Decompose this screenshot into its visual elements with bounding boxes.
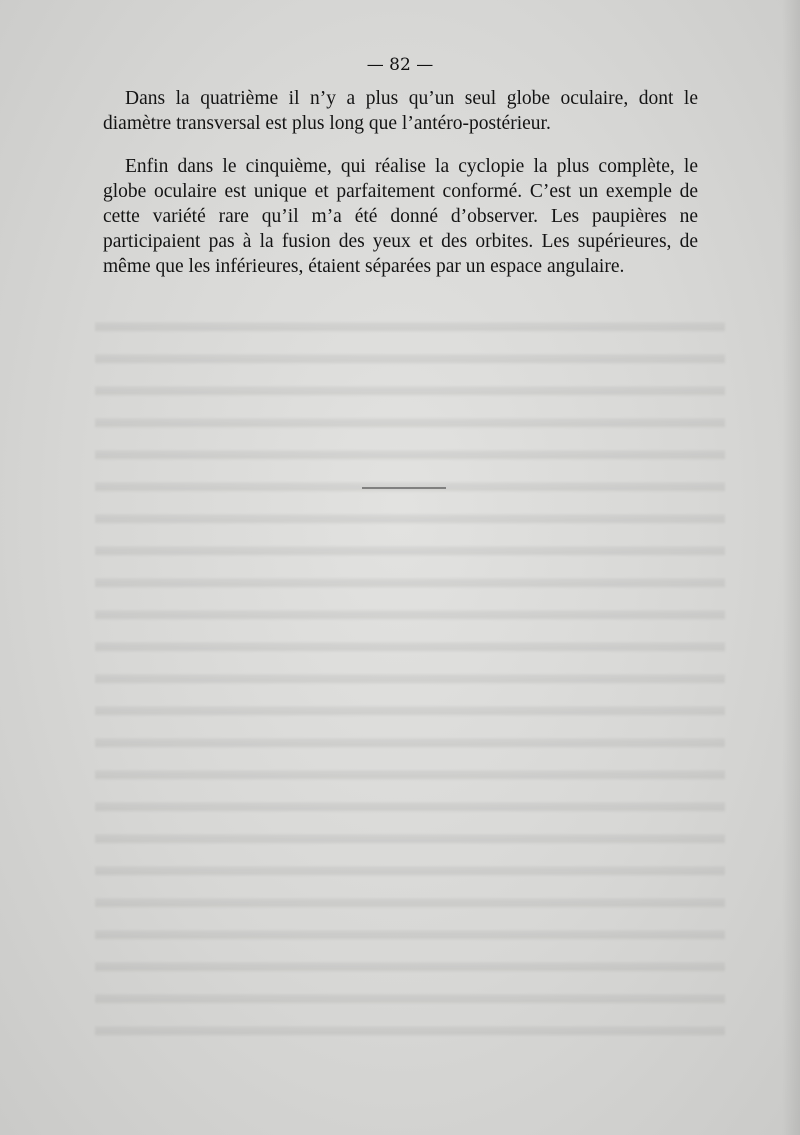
page-number: — 82 —: [366, 55, 434, 75]
bleed-through-rule: [362, 487, 446, 489]
paragraph: Dans la quatrième il n’y a plus qu’un seul globe oculaire, dont le diamètre transversal est plus long que l’antéro-postérieur.: [103, 88, 698, 134]
page-edge-shadow: [782, 0, 800, 1135]
paragraph: Enfin dans le cinquième, qui réalise la cyclopie la plus complète, le globe oculaire est unique et parfaitement conformé. C’est un exemple de cette variété rare qu’il m’a été donné d’observer. Les paupières ne participaient pas à la fusion des yeux et des orbites. Les supérieures, de même que les inférieures, étaient séparées par un espace angulaire.: [103, 156, 698, 277]
bleed-through-text: [95, 300, 725, 1040]
body-text: [103, 86, 698, 279]
